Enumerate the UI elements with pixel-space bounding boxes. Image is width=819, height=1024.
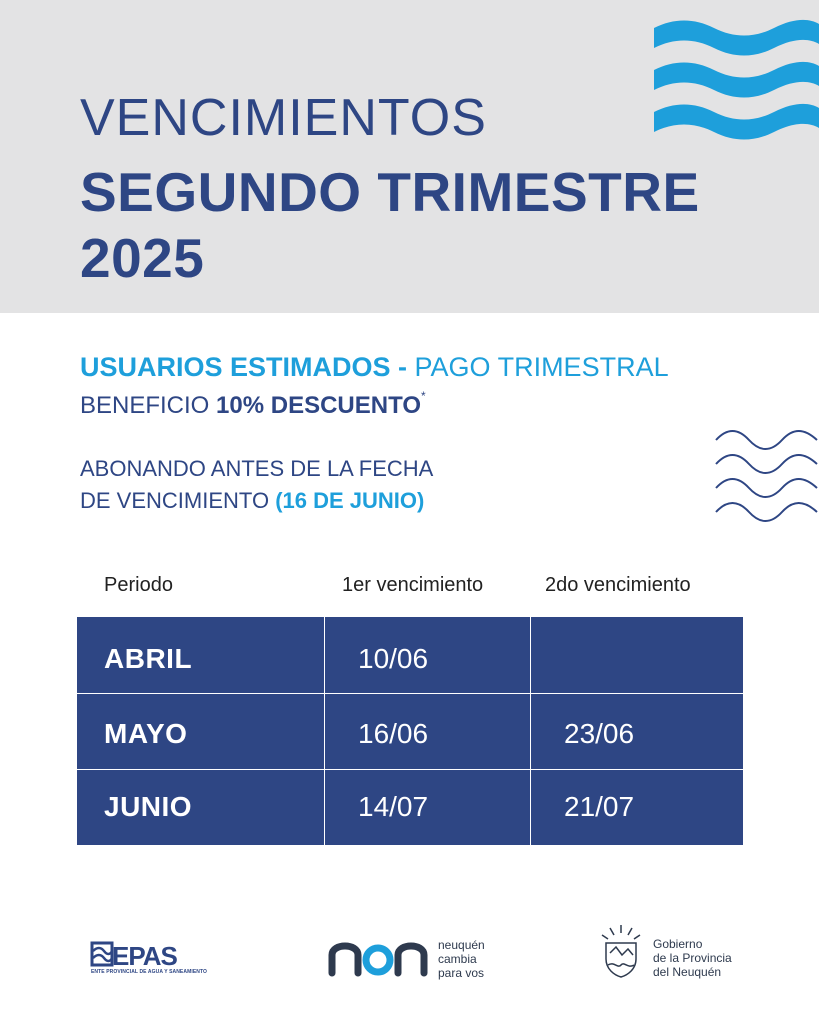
paying-line2-prefix: DE VENCIMIENTO	[80, 488, 270, 513]
row-junio-period: JUNIO	[104, 791, 193, 822]
nqn-logo-icon	[328, 933, 428, 983]
row-divider	[77, 693, 743, 694]
row-mayo-period: MAYO	[104, 718, 188, 749]
row-abril-first: 10/06	[358, 643, 429, 674]
title-line1: VENCIMIENTOS	[80, 89, 487, 147]
gob-line1: Gobierno	[653, 937, 703, 951]
due-dates-table	[77, 617, 743, 845]
benefit-prefix: BENEFICIO	[80, 392, 210, 419]
wavy-lines-icon	[714, 428, 819, 523]
gob-line2: de la Provincia	[653, 951, 732, 965]
users-line	[80, 352, 669, 383]
header-second-due: 2do vencimiento	[545, 574, 691, 596]
column-divider	[324, 617, 325, 845]
row-divider	[77, 769, 743, 770]
row-junio-first: 14/07	[358, 791, 429, 822]
header-period: Periodo	[104, 574, 173, 596]
title-line3: 2025	[80, 227, 205, 289]
row-mayo-first: 16/06	[358, 718, 429, 749]
benefit-line	[80, 389, 426, 420]
paying-line2	[80, 485, 433, 517]
province-name	[653, 937, 732, 979]
epas-logo-icon	[90, 941, 114, 967]
epas-subtitle: ENTE PROVINCIAL DE AGUA Y SANEAMIENTO	[91, 969, 208, 975]
users-bold: USUARIOS ESTIMADOS -	[80, 352, 408, 382]
waves-icon	[654, 18, 819, 140]
header-first-due: 1er vencimiento	[342, 574, 484, 596]
paying-note	[80, 453, 433, 517]
gob-line3: del Neuquén	[653, 965, 722, 979]
epas-logo-text: EPAS	[112, 941, 177, 971]
column-divider	[530, 617, 531, 845]
benefit-mark: *	[420, 389, 426, 403]
paying-line1: ABONANDO ANTES DE LA FECHA	[80, 456, 434, 481]
paying-line2-bold: (16 DE JUNIO)	[275, 488, 425, 513]
row-abril-period: ABRIL	[104, 643, 193, 674]
benefit-bold: 10% DESCUENTO	[216, 392, 421, 419]
nqn-slogan	[438, 938, 485, 980]
nqn-line1: neuquén	[438, 938, 485, 952]
row-mayo-second: 23/06	[564, 718, 635, 749]
title-line2: SEGUNDO TRIMESTRE	[80, 161, 700, 223]
nqn-line2: cambia	[438, 952, 477, 966]
nqn-line3: para vos	[438, 966, 485, 980]
users-rest: PAGO TRIMESTRAL	[414, 352, 669, 382]
row-junio-second: 21/07	[564, 791, 635, 822]
province-seal-icon	[596, 923, 646, 979]
